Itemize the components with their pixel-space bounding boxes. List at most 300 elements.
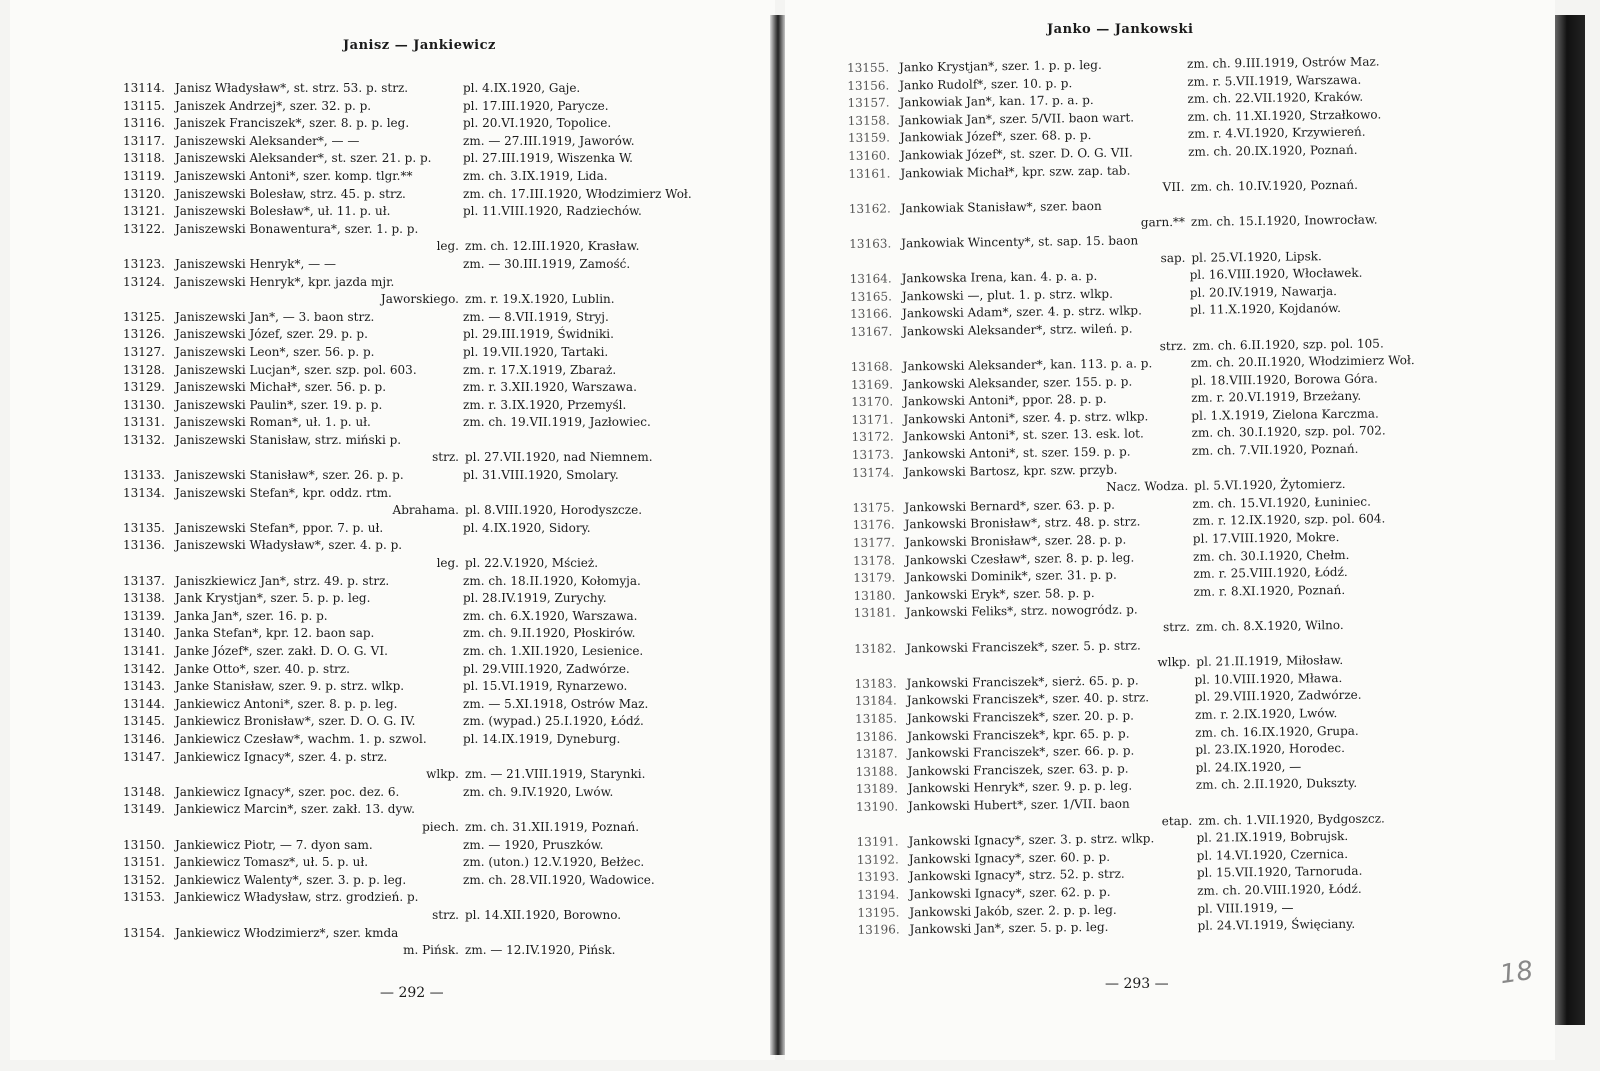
entry-number: 13185. — [854, 711, 898, 726]
entry-row — [123, 256, 733, 274]
entry-number — [123, 449, 175, 467]
entry-detail: zm. ch. 15.VI.1920, Łuniniec. — [1192, 494, 1371, 511]
entry-name: Jankowski Bernard*, szer. 63. p. p. — [904, 497, 1116, 515]
entry-name: Jankowski Ignacy*, szer. 3. p. strz. wlkp. — [908, 831, 1155, 849]
entry-name: Jankowski Feliks*, strz. nowogródz. p. — [905, 602, 1138, 620]
entry-detail: pl. 11.VIII.1920, Radziechów. — [463, 204, 642, 219]
entry-number: 13178. — [853, 553, 896, 568]
entry-name: Janiszewski Aleksander*, st. szer. 21. p. p. — [175, 151, 432, 166]
entry-name: Jankiewicz Antoni*, szer. 8. p. p. leg. — [175, 696, 398, 711]
entry-name: Jankowski Eryk*, szer. 58. p. p. — [905, 585, 1095, 603]
entry-detail: pl. 27.III.1919, Wiszenka W. — [463, 151, 633, 166]
entry-number: 13190. — [856, 799, 899, 814]
entry-detail — [459, 749, 463, 767]
entry-detail: zm. — 12.IV.1920, Pińsk. — [465, 943, 616, 958]
entry-number: 13133. — [123, 468, 165, 483]
entry-row — [123, 115, 733, 133]
entry-name: Janiszewski Bolesław*, uł. 11. p. uł. — [175, 204, 391, 219]
entry-name: Abrahama. — [392, 503, 459, 518]
entry-number: 13116. — [123, 116, 165, 131]
entry-continuation — [123, 766, 733, 784]
entry-number: 13151. — [123, 855, 165, 870]
page-number-left: — 292 — — [380, 985, 444, 1001]
entry-row — [123, 590, 733, 608]
entry-detail: pl. 19.VII.1920, Tartaki. — [463, 344, 609, 359]
entry-detail: zm. ch. 6.X.1920, Warszawa. — [463, 608, 638, 623]
entry-name: Janko Rudolf*, szer. 10. p. p. — [899, 75, 1073, 92]
entry-number: 13126. — [123, 327, 165, 342]
entry-number: 13179. — [853, 570, 896, 586]
entry-number: 13122. — [123, 221, 165, 236]
entry-number: 13154. — [123, 925, 165, 940]
entry-detail — [1185, 232, 1189, 250]
entry-name: Jankowiak Stanisław*, szer. baon — [900, 198, 1102, 216]
entry-continuation — [123, 942, 733, 960]
entry-detail: zm. ch. 9.II.1920, Płoskirów. — [463, 626, 636, 641]
entry-detail — [1190, 636, 1194, 654]
entry-detail: zm. r. 20.VI.1919, Brzeżany. — [1191, 389, 1362, 406]
entry-detail: zm. ch. 15.I.1920, Inowrocław. — [1190, 212, 1378, 230]
entry-detail: zm. — 30.III.1919, Zamość. — [463, 256, 631, 271]
entry-row — [123, 150, 733, 168]
entry-name: Jankiewicz Piotr, — 7. dyon sam. — [175, 837, 373, 852]
entry-number: 13134. — [123, 485, 165, 500]
entry-detail — [459, 537, 463, 555]
entry-number: 13181. — [853, 605, 896, 621]
entry-number: 13163. — [849, 236, 892, 251]
entry-number: 13183. — [854, 676, 897, 691]
entry-detail: pl. 5.VI.1920, Żytomierz. — [1194, 477, 1346, 494]
entry-name: strz. — [1163, 619, 1191, 635]
entry-name: Janiszewski Stefan*, kpr. oddz. rtm. — [175, 485, 392, 500]
entry-number: 13137. — [123, 573, 165, 588]
entry-detail: pl. 24.VI.1919, Święciany. — [1197, 916, 1356, 933]
entry-row — [123, 784, 733, 802]
entry-name: wlkp. — [1157, 655, 1191, 670]
entry-detail: zm. ch. 9.IV.1920, Lwów. — [463, 784, 614, 799]
entry-detail: zm. r. 8.XI.1920, Poznań. — [1193, 582, 1346, 599]
entry-detail — [459, 889, 463, 907]
entry-name: Jankowski Bronisław*, strz. 48. p. strz. — [904, 514, 1141, 532]
entry-name: Janiszewski Stanisław*, szer. 26. p. p. — [175, 468, 404, 483]
entry-detail: zm. r. 12.IX.1920, szp. pol. 604. — [1192, 511, 1386, 529]
entry-detail: pl. 14.IX.1919, Dyneburg. — [463, 731, 621, 746]
entry-detail: zm. r. 17.X.1919, Zbaraż. — [463, 362, 617, 377]
entry-name: Jankowiak Józef*, st. szer. D. O. G. VII. — [900, 145, 1133, 163]
entry-row — [123, 608, 733, 626]
entry-number: 13115. — [123, 98, 165, 113]
entry-continuation — [123, 819, 733, 837]
entry-row — [123, 133, 733, 151]
entry-name: Jankowiak Michał*, kpr. szw. zap. tab. — [900, 163, 1131, 180]
entry-detail: zm. (uton.) 12.V.1920, Bełżec. — [463, 855, 645, 870]
entry-detail: pl. 22.V.1920, Mścież. — [465, 556, 599, 571]
entry-name: Jankowski Czesław*, szer. 8. p. p. leg. — [905, 550, 1135, 567]
entry-name: Jankiewicz Bronisław*, szer. D. O. G. IV. — [175, 714, 416, 729]
entry-number — [123, 907, 175, 925]
entry-detail: zm. ch. 28.VII.1920, Wadowice. — [463, 872, 655, 887]
entry-name: Jankowski Franciszek*, szer. 66. p. p. — [907, 743, 1135, 761]
entry-name: Jankowski Jan*, szer. 5. p. p. leg. — [909, 919, 1109, 937]
entry-number: 13123. — [123, 256, 165, 271]
entry-name: Jankowski Franciszek*, sierż. 65. p. p. — [906, 673, 1139, 691]
entry-name: Jankowski Bartosz, kpr. szw. przyb. — [903, 462, 1118, 479]
entry-name: Jankowski Franciszek*, szer. 20. p. p. — [906, 708, 1134, 726]
entry-number: 13130. — [123, 397, 165, 412]
entry-detail — [1190, 601, 1194, 619]
entry-detail — [459, 432, 463, 450]
entry-row — [123, 203, 733, 221]
entry-name: Janiszewski Antoni*, szer. komp. tlgr.** — [175, 168, 413, 183]
entry-detail: pl. 4.IX.1920, Sidory. — [463, 520, 591, 535]
entry-row — [123, 854, 733, 872]
entry-number: 13171. — [851, 412, 894, 427]
entry-number — [854, 622, 906, 640]
entry-number: 13150. — [123, 837, 165, 852]
entry-row — [123, 713, 733, 731]
entry-number: 13168. — [850, 359, 893, 375]
entry-detail: pl. 15.VII.1920, Tarnoruda. — [1196, 864, 1363, 881]
entry-name: etap. — [1161, 813, 1193, 828]
entry-number: 13121. — [123, 204, 165, 219]
entry-name: Janiszewski Bolesław, strz. 45. p. strz. — [175, 186, 406, 201]
entry-number: 13149. — [123, 802, 165, 817]
entry-name: Janiszewski Henryk*, kpr. jazda mjr. — [175, 274, 395, 289]
entry-detail: zm. r. 4.VI.1920, Krzywiereń. — [1187, 125, 1366, 142]
entry-detail: zm. ch. 6.II.1920, szp. pol. 105. — [1192, 335, 1384, 353]
entry-name: Jankowski Henryk*, szer. 9. p. p. leg. — [907, 778, 1133, 796]
entry-name: Janke Józef*, szer. zakł. D. O. G. VI. — [175, 644, 388, 658]
entry-name: Jankowiak Jan*, szer. 5/VII. baon wart. — [899, 110, 1135, 128]
entry-row — [123, 625, 733, 643]
entry-name: Jankowski Aleksander*, kan. 113. p. a. p. — [902, 356, 1153, 374]
entry-number: 13144. — [123, 696, 165, 711]
entry-number: 13119. — [123, 168, 165, 183]
entry-name: Janiszewski Józef, szer. 29. p. p. — [175, 327, 368, 342]
entry-name: Jankowski Hubert*, szer. 1/VII. baon — [908, 796, 1130, 814]
entry-name: Jankowski Jakób, szer. 2. p. p. leg. — [909, 902, 1117, 919]
right-page — [785, 0, 1555, 1060]
entry-detail — [459, 925, 463, 943]
entry-detail: pl. 23.IX.1920, Horodec. — [1195, 741, 1345, 757]
entry-name: Jankiewicz Ignacy*, szer. poc. dez. 6. — [175, 784, 400, 799]
entry-number: 13186. — [855, 728, 898, 744]
entry-detail — [1184, 161, 1188, 179]
entry-list-right — [847, 53, 1458, 940]
entry-detail: zm. ch. 12.III.1920, Krasław. — [465, 239, 640, 254]
entry-detail: zm. (wypad.) 25.I.1920, Łódź. — [463, 714, 644, 729]
entry-name: Janiszewski Jan*, — 3. baon strz. — [175, 309, 375, 324]
entry-detail — [1192, 795, 1196, 813]
entry-name: strz. — [1159, 338, 1187, 353]
entry-detail: pl. 4.IX.1920, Gaje. — [463, 81, 581, 95]
entry-number: 13164. — [849, 271, 892, 287]
entry-row — [123, 749, 733, 767]
entry-name: Janiszewski Stefan*, ppor. 7. p. uł. — [175, 520, 384, 535]
entry-row — [123, 925, 733, 943]
entry-detail: zm. — 5.XI.1918, Ostrów Maz. — [463, 696, 649, 711]
entry-row — [123, 168, 733, 186]
page-number-right: — 293 — — [1105, 976, 1169, 992]
entry-number: 13161. — [848, 166, 891, 181]
entry-detail: pl. 21.II.1919, Miłosław. — [1196, 653, 1344, 669]
entry-number — [852, 482, 904, 500]
running-head-right: Janko — Jankowski — [1047, 22, 1194, 37]
entry-number: 13176. — [852, 517, 895, 533]
entry-name: Jankowski Aleksander, szer. 155. p. p. — [902, 374, 1133, 392]
entry-detail — [1186, 320, 1190, 338]
entry-row — [123, 397, 733, 415]
entry-detail: pl. 29.III.1919, Świdniki. — [463, 327, 614, 342]
entry-number: 13166. — [850, 306, 893, 322]
entry-number: 13128. — [123, 362, 165, 377]
entry-number: 13155. — [847, 60, 890, 75]
entry-number: 13120. — [123, 186, 165, 201]
entry-detail: zm. ch. 9.III.1919, Ostrów Maz. — [1186, 54, 1380, 71]
entry-name: leg. — [436, 556, 459, 571]
entry-name: Janiszewski Lucjan*, szer. szp. pol. 603. — [175, 362, 417, 377]
entry-row — [123, 801, 733, 819]
entry-name: Jankowski Franciszek*, kpr. 65. p. p. — [907, 726, 1130, 743]
entry-detail: zm. ch. 17.III.1920, Włodzimierz Woł. — [463, 186, 692, 201]
entry-number: 13172. — [851, 429, 894, 445]
entry-detail: zm. ch. 30.I.1920, szp. pol. 702. — [1191, 423, 1386, 441]
entry-row — [123, 309, 733, 327]
entry-detail: pl. 15.VI.1919, Rynarzewo. — [463, 679, 628, 694]
entry-number — [123, 819, 175, 837]
entry-name: Jankowski Ignacy*, szer. 60. p. p. — [908, 849, 1111, 867]
entry-continuation — [123, 449, 733, 467]
entry-continuation — [123, 555, 733, 573]
entry-detail: pl. 14.XII.1920, Borowno. — [465, 907, 622, 922]
entry-row — [123, 837, 733, 855]
entry-detail: zm. ch. 16.IX.1920, Grupa. — [1195, 723, 1359, 740]
entry-number: 13170. — [851, 394, 894, 410]
entry-detail: zm. — 21.VIII.1919, Starynki. — [465, 767, 646, 782]
entry-number: 13136. — [123, 538, 165, 553]
entry-detail — [459, 221, 463, 239]
entry-name: Janiszewski Michał*, szer. 56. p. p. — [175, 380, 387, 395]
entry-detail: pl. 27.VII.1920, nad Niemnem. — [465, 450, 653, 465]
entry-detail: zm. ch. 1.XII.1920, Lesienice. — [463, 644, 644, 658]
entry-detail: zm. — 27.III.1919, Jaworów. — [463, 133, 635, 148]
entry-name: Jankowiak Jan*, kan. 17. p. a. p. — [899, 93, 1094, 110]
entry-detail: zm. ch. 18.II.1920, Kołomyja. — [463, 573, 641, 588]
entry-number: 13127. — [123, 344, 165, 359]
entry-detail — [459, 485, 463, 503]
entry-detail: pl. 16.VIII.1920, Włocławek. — [1189, 265, 1363, 282]
entry-name: Janiszkiewicz Jan*, strz. 49. p. strz. — [175, 573, 390, 588]
entry-detail: pl. 8.VIII.1920, Horodyszcze. — [465, 503, 643, 518]
entry-name: Janiszewski Henryk*, — — — [175, 256, 336, 271]
entry-number: 13141. — [123, 644, 165, 658]
entry-number — [854, 658, 906, 676]
entry-number: 13174. — [851, 465, 895, 480]
entry-detail — [459, 801, 463, 819]
entry-row — [123, 274, 733, 292]
entry-number: 13159. — [847, 130, 891, 146]
handwritten-note: 18 — [1498, 955, 1536, 991]
entry-number — [123, 238, 175, 256]
entry-name: Janke Stanisław, szer. 9. p. strz. wlkp. — [175, 679, 405, 694]
entry-detail — [459, 274, 463, 292]
entry-name: Janka Stefan*, kpr. 12. baon sap. — [175, 626, 375, 641]
entry-detail: pl. 10.VIII.1920, Mława. — [1194, 670, 1343, 687]
entry-name: Jankowski Ignacy*, strz. 52. p. strz. — [908, 866, 1125, 884]
entry-number: 13160. — [848, 148, 891, 163]
entry-detail: pl. VIII.1919, — — [1197, 900, 1294, 916]
entry-name: VII. — [1162, 180, 1185, 195]
entry-number: 13114. — [123, 81, 165, 95]
entry-name: Jankowski Adam*, szer. 4. p. strz. wlkp. — [902, 303, 1142, 321]
entry-row — [123, 573, 733, 591]
entry-name: Janiszewski Władysław*, szer. 4. p. p. — [175, 538, 403, 553]
running-head-left: Janisz — Jankiewicz — [343, 38, 496, 53]
entry-detail: pl. 21.IX.1919, Bobrujsk. — [1196, 829, 1349, 845]
entry-continuation — [123, 907, 733, 925]
entry-detail: pl. 29.VIII.1920, Zadwórze. — [1194, 688, 1362, 705]
entry-row — [123, 344, 733, 362]
entry-row — [123, 186, 733, 204]
entry-name: Jankiewicz Ignacy*, szer. 4. p. strz. — [175, 749, 388, 764]
entry-detail: pl. 17.III.1920, Parycze. — [463, 98, 609, 113]
entry-number: 13169. — [850, 377, 894, 392]
entry-row — [123, 467, 733, 485]
entry-detail: zm. ch. 20.II.1920, Włodzimierz Woł. — [1190, 353, 1415, 370]
entry-number: 13182. — [854, 641, 897, 656]
entry-detail: pl. 24.IX.1920, — — [1195, 759, 1302, 775]
entry-number: 13193. — [856, 869, 900, 885]
entry-number: 13135. — [123, 520, 165, 535]
entry-continuation — [123, 238, 733, 256]
entry-detail: zm. r. 3.XII.1920, Warszawa. — [463, 380, 637, 395]
entry-name: piech. — [422, 819, 459, 834]
left-page — [10, 0, 775, 1060]
entry-name: Jankowski Antoni*, st. szer. 159. p. p. — [903, 444, 1131, 462]
entry-number: 13138. — [123, 591, 165, 606]
entry-detail: zm. r. 2.IX.1920, Lwów. — [1194, 706, 1338, 722]
entry-number: 13196. — [857, 922, 900, 938]
entry-detail: zm. ch. 10.IV.1920, Poznań. — [1190, 177, 1358, 194]
entry-number: 13146. — [123, 731, 165, 746]
entry-name: Janisz Władysław*, st. strz. 53. p. strz. — [175, 81, 409, 95]
entry-detail: zm. r. 5.VII.1919, Warszawa. — [1187, 72, 1362, 89]
entry-number: 13147. — [123, 749, 165, 764]
entry-name: Jankowski Aleksander*, strz. wileń. p. — [902, 321, 1133, 339]
entry-name: Janiszewski Bonawentura*, szer. 1. p. p. — [175, 221, 419, 236]
entry-name: Jankiewicz Czesław*, wachm. 1. p. szwol. — [175, 731, 427, 746]
entry-detail: zm. ch. 2.II.1920, Dukszty. — [1195, 776, 1358, 793]
entry-name: garn.** — [1140, 215, 1186, 230]
entry-name: wlkp. — [426, 767, 459, 782]
entry-row — [123, 432, 733, 450]
entry-detail: pl. 28.IV.1919, Zurychy. — [463, 591, 607, 606]
entry-number: 13191. — [856, 834, 899, 850]
entry-detail: zm. r. 25.VIII.1920, Łódź. — [1193, 565, 1348, 582]
entry-row — [123, 889, 733, 907]
entry-row — [123, 221, 733, 239]
entry-name: Janiszewski Roman*, uł. 1. p. uł. — [175, 415, 371, 430]
entry-number: 13162. — [848, 201, 891, 216]
entry-name: Jankowski Ignacy*, szer. 62. p. p. — [909, 884, 1111, 902]
entry-name: Jaworskiego. — [380, 292, 459, 307]
entry-continuation — [123, 502, 733, 520]
entry-number: 13167. — [850, 324, 893, 339]
entry-number: 13139. — [123, 608, 165, 623]
entry-number — [123, 291, 175, 309]
entry-row — [123, 379, 733, 397]
entry-name: Jankowski Antoni*, szer. 4. p. strz. wlkp. — [903, 409, 1149, 427]
entry-name: Janiszek Andrzej*, szer. 32. p. p. — [175, 98, 372, 113]
entry-row — [123, 326, 733, 344]
entry-name: Jankowski Dominik*, szer. 31. p. p. — [905, 567, 1117, 585]
entry-detail: pl. 14.VI.1920, Czernica. — [1196, 846, 1349, 863]
entry-number: 13194. — [857, 887, 900, 902]
entry-number: 13131. — [123, 415, 165, 430]
entry-number — [849, 183, 901, 201]
entry-detail: zm. ch. 22.VII.1920, Kraków. — [1187, 89, 1364, 107]
entry-number — [123, 502, 175, 520]
entry-row — [123, 696, 733, 714]
entry-row — [123, 537, 733, 555]
entry-number: 13157. — [847, 95, 890, 111]
entry-number: 13177. — [852, 535, 895, 550]
entry-number: 13173. — [851, 447, 894, 463]
entry-detail: zm. ch. 20.IX.1920, Poznań. — [1188, 142, 1358, 159]
entry-name: Jankowiak Wincenty*, st. sap. 15. baon — [901, 233, 1139, 251]
entry-number: 13145. — [123, 714, 165, 729]
entry-detail: zm. ch. 31.XII.1919, Poznań. — [465, 819, 640, 834]
entry-number: 13140. — [123, 626, 165, 641]
entry-detail: zm. ch. 20.VIII.1920, Łódź. — [1197, 881, 1362, 898]
entry-name: Jankowski Franciszek, szer. 63. p. p. — [907, 761, 1129, 779]
entry-number: 13187. — [855, 746, 898, 762]
entry-detail: zm. — 1920, Pruszków. — [463, 837, 604, 852]
entry-detail: zm. r. 3.IX.1920, Przemyśl. — [463, 397, 627, 412]
entry-row — [123, 362, 733, 380]
entry-number: 13142. — [123, 661, 165, 676]
entry-number — [123, 766, 175, 784]
entry-row — [123, 731, 733, 749]
entry-number: 13195. — [857, 904, 900, 920]
entry-number: 13158. — [847, 113, 890, 128]
entry-row — [123, 872, 733, 890]
entry-detail: zm. ch. 11.XI.1920, Strzałkowo. — [1187, 107, 1382, 124]
entry-name: Jankowiak Józef*, szer. 68. p. p. — [899, 128, 1092, 145]
entry-number: 13132. — [123, 432, 165, 447]
entry-row — [123, 661, 733, 679]
entry-name: Jankowska Irena, kan. 4. p. a. p. — [901, 269, 1098, 286]
entry-name: Jankowski Franciszek*, szer. 40. p. strz. — [906, 690, 1150, 708]
entry-row — [123, 520, 733, 538]
entry-number: 13165. — [849, 289, 892, 304]
entry-detail: zm. — 8.VII.1919, Stryj. — [463, 309, 609, 324]
entry-name: Janke Otto*, szer. 40. p. strz. — [175, 661, 350, 676]
entry-number — [850, 341, 902, 359]
entry-list-left — [123, 80, 733, 960]
entry-name: leg. — [436, 239, 459, 254]
entry-row — [123, 678, 733, 696]
entry-detail: pl. 18.VIII.1920, Borowa Góra. — [1190, 371, 1378, 388]
entry-number: 13143. — [123, 679, 165, 694]
entry-name: Jankowski Antoni*, st. szer. 13. esk. lot. — [903, 426, 1144, 444]
entry-detail: pl. 11.X.1920, Kojdanów. — [1189, 301, 1341, 318]
entry-name: Jankowski Antoni*, ppor. 28. p. p. — [903, 392, 1107, 409]
entry-name: Jankowski Franciszek*, szer. 5. p. strz. — [906, 638, 1141, 655]
entry-name: Janka Jan*, szer. 16. p. p. — [175, 608, 328, 623]
entry-name: Janiszewski Stanisław, strz. miński p. — [175, 432, 402, 447]
entry-number: 13184. — [854, 693, 897, 709]
